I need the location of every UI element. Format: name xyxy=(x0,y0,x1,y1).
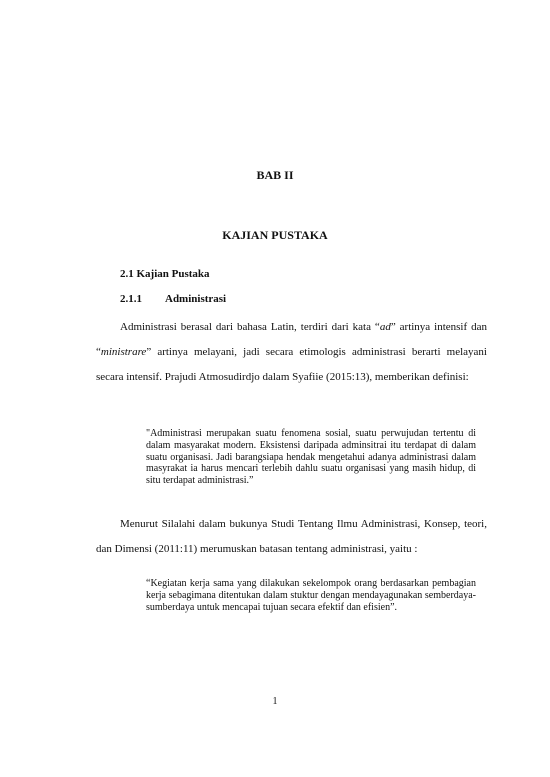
section-title: Kajian Pustaka xyxy=(136,268,210,280)
term-ministrare: ministrare xyxy=(100,346,147,358)
paragraph-1-text-a: Administrasi berasal dari bahasa Latin, terdiri dari kata “ xyxy=(120,321,380,333)
block-quote-1: "Administrasi merupakan suatu fenomena sosial, suatu perwujudan tertentu di dalam masyarakat modern. Eksistensi daripada adminsitrai itu terdapat di dalam suatu organisasi. Jadi barangsiapa hendak mengetahui adanya administrasi dalam masyrakat ia harus mencari terlebih dahlu suatu organisasi yang masih hidup, di situ terdapat administrasi.” xyxy=(146,428,476,487)
section-heading xyxy=(120,268,210,280)
subsection-number: 2.1.1 xyxy=(120,293,142,305)
subsection-title: Administrasi xyxy=(165,293,227,305)
paragraph-1-text-b: ” artinya intensif dan “ xyxy=(96,321,487,358)
term-ad: ad xyxy=(379,321,391,333)
subsection-heading xyxy=(120,293,226,305)
paragraph-1-text-c: ” artinya melayani, jadi secara etimologis administrasi berarti melayani secara intensif. Prajudi Atmosudirdjo dalam Syafiie (2015:13), memberikan definisi: xyxy=(96,346,487,383)
paragraph-2-text: Menurut Silalahi dalam bukunya Studi Tentang Ilmu Administrasi, Konsep, teori, dan Dimensi (2011:11) merumuskan batasan tentang administrasi, yaitu : xyxy=(96,518,487,555)
paragraph-1 xyxy=(96,315,487,390)
paragraph-2 xyxy=(96,512,487,562)
page-number: 1 xyxy=(272,696,278,707)
section-number: 2.1 xyxy=(120,268,134,280)
chapter-title: KAJIAN PUSTAKA xyxy=(222,228,328,242)
block-quote-2: “Kegiatan kerja sama yang dilakukan sekelompok orang berdasarkan pembagian kerja sebagimana ditentukan dalam stuktur dengan mendayagunakan semberdaya-sumberdaya untuk mencapai tujuan secara efektif dan efisien”. xyxy=(146,578,476,613)
chapter-number: BAB II xyxy=(256,168,294,182)
